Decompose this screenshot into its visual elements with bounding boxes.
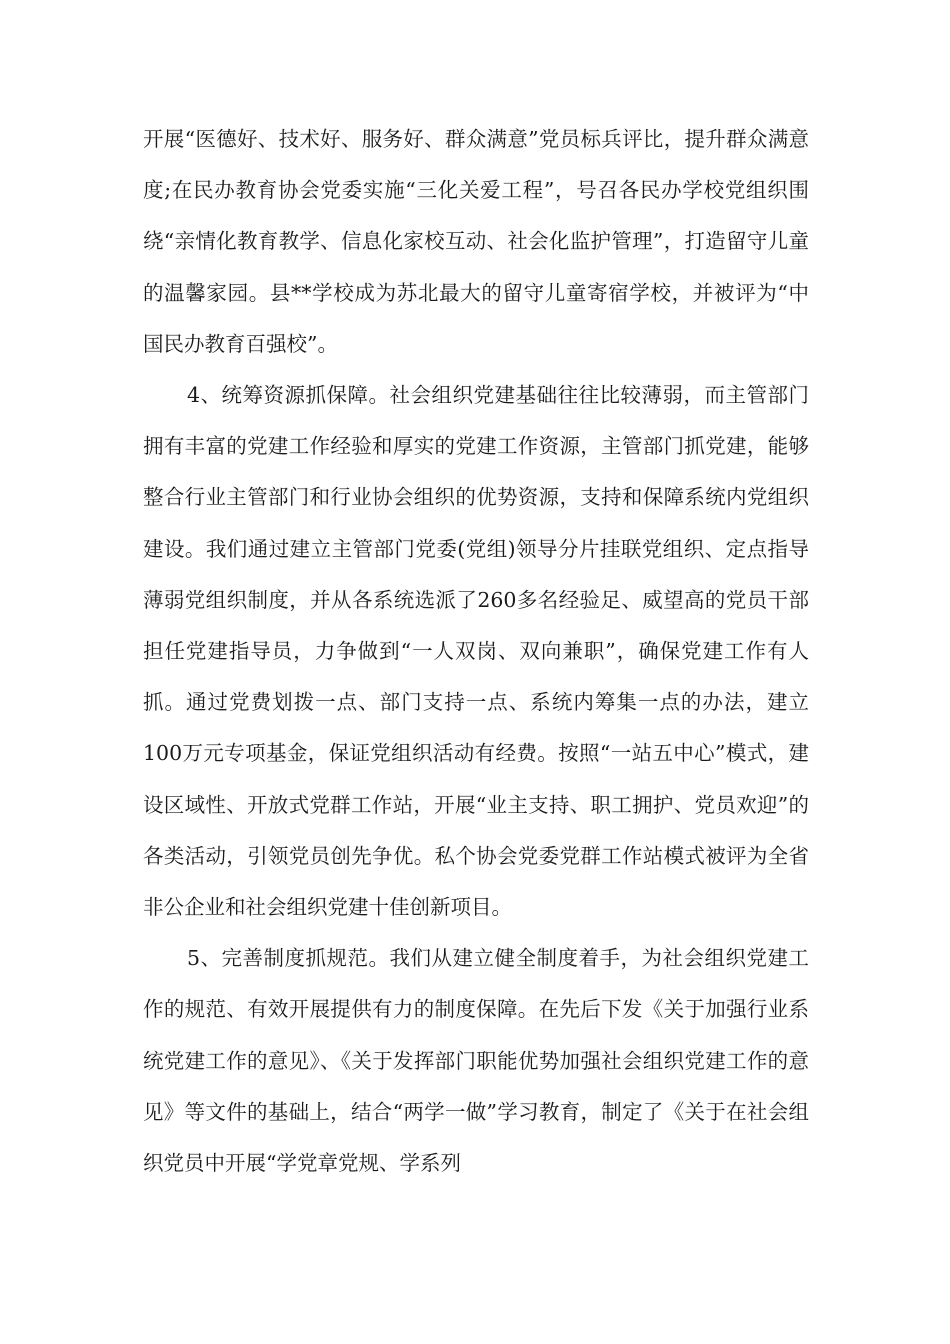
paragraph-section-5: 5、完善制度抓规范。我们从建立健全制度着手，为社会组织党建工作的规范、有效开展提供有力的制度保障。在先后下发《关于加强行业系统党建工作的意见》、《关于发挥部门职能优势加强社会组织党建工作的意见》等文件的基础上，结合“两学一做”学习教育，制定了《关于在社会组织党员中开展“学党章党规、学系列 <box>143 946 809 1176</box>
document-body <box>143 114 809 1189</box>
paragraph-section-4: 4、统筹资源抓保障。社会组织党建基础往往比较薄弱，而主管部门拥有丰富的党建工作经验和厚实的党建工作资源，主管部门抓党建，能够整合行业主管部门和行业协会组织的优势资源，支持和保障系统内党组织建设。我们通过建立主管部门党委(党组)领导分片挂联党组织、定点指导薄弱党组织制度，并从各系统选派了260多名经验足、威望高的党员干部担任党建指导员，力争做到“一人双岗、双向兼职”，确保党建工作有人抓。通过党费划拨一点、部门支持一点、系统内筹集一点的办法，建立100万元专项基金，保证党组织活动有经费。按照“一站五中心”模式，建设区域性、开放式党群工作站，开展“业主支持、职工拥护、党员欢迎”的各类活动，引领党员创先争优。私个协会党委党群工作站模式被评为全省非公企业和社会组织党建十佳创新项目。 <box>143 383 809 920</box>
paragraph-continuation: 开展“医德好、技术好、服务好、群众满意”党员标兵评比，提升群众满意度;在民办教育协会党委实施“三化关爱工程”，号召各民办学校党组织围绕“亲情化教育教学、信息化家校互动、社会化监护管理”，打造留守儿童的温馨家园。县**学校成为苏北最大的留守儿童寄宿学校，并被评为“中国民办教育百强校”。 <box>143 127 809 356</box>
